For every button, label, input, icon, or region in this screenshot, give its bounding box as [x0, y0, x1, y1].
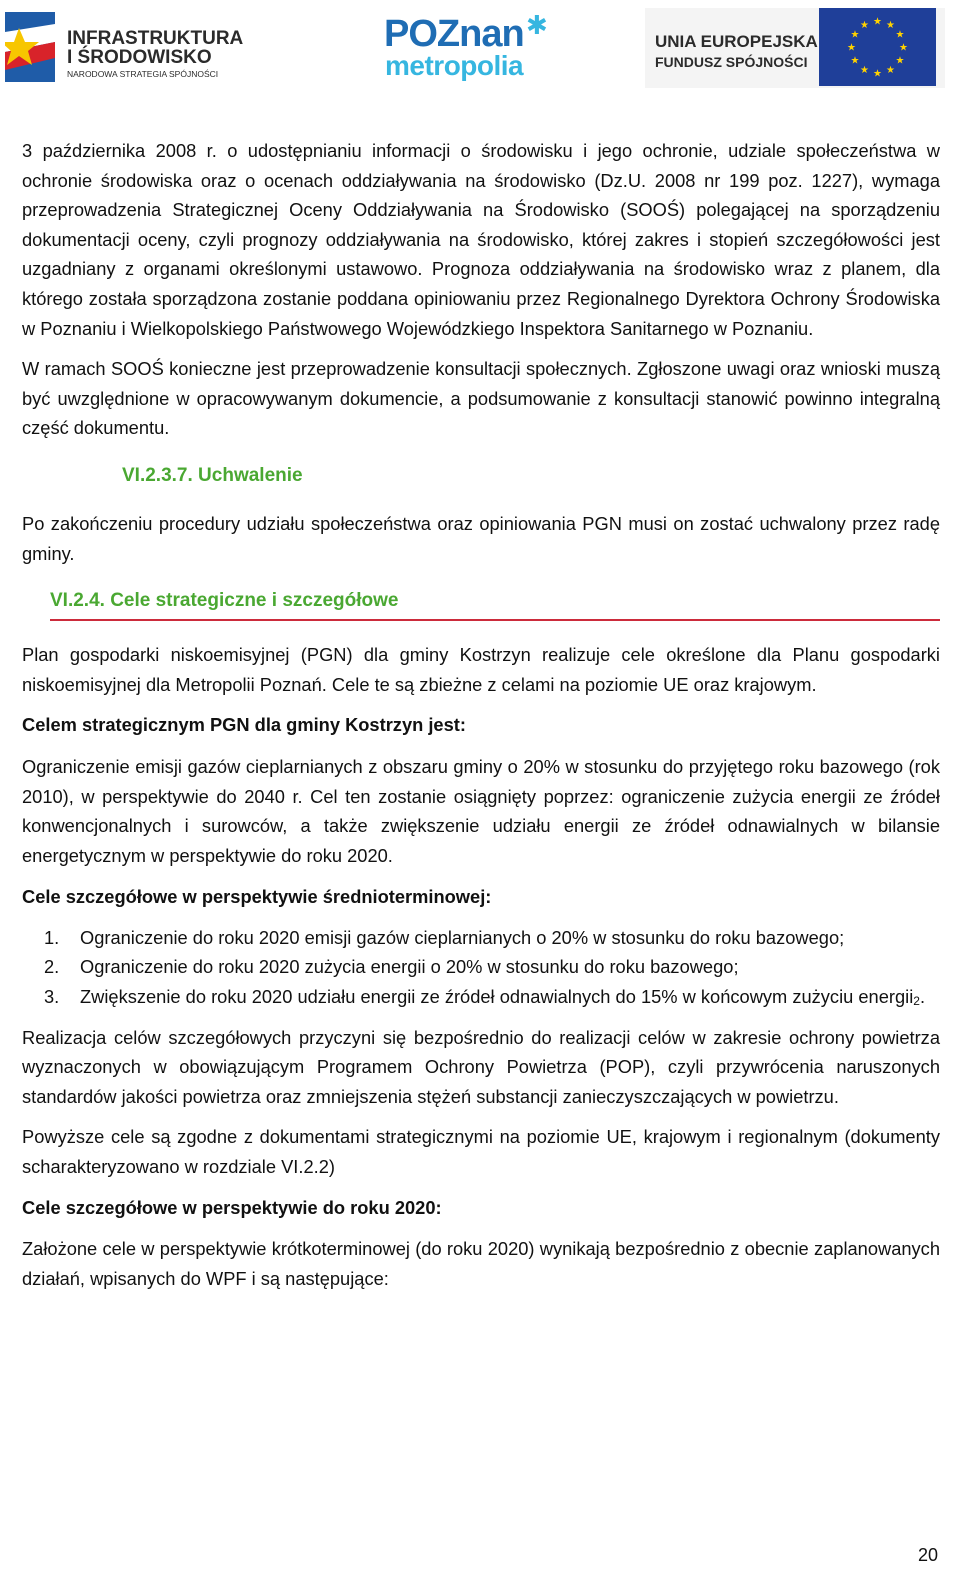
infrastruktura-flag-icon [5, 12, 59, 82]
paragraph-pgn-goals: Plan gospodarki niskoemisyjnej (PGN) dla gminy Kostrzyn realizuje cele określone dla Planu gospodarki niskoemisyjnej dla Metropolii Poznań. Cele te są zbieżne z celami na poziomie UE oraz krajowym. [22, 644, 940, 695]
eu-star-icon: ★ [895, 55, 905, 67]
paragraph-sooś-intro: 3 października 2008 r. o udostępnianiu informacji o środowisku i jego ochronie, udziale społeczeństwa w ochronie środowiska oraz o ocenach oddziaływania na środowisko (Dz.U. 2008 nr 199 poz. 1227), wymaga przeprowadzenia Strategicznej Oceny Oddziaływania na Środowisko (SOOŚ) polegającej na sporządzeniu dokumentacji oceny, czyli prognozy oddziaływania na środowisko, której zakres i stopień szczegółowości jest uzgadniany z organami określonymi ustawowo. Prognoza oddziaływania na środowisko wraz z planem, dla którego została sporządzona zostanie poddana opiniowaniu przez Regionalnego Dyrektora Ochrony Środowiska w Poznaniu i Wielkopolskiego Państwowego Wojewódzkiego Inspektora Sanitarnego w Poznaniu. [22, 140, 940, 339]
infra-title-line2: I ŚRODOWISKO [67, 47, 212, 68]
eu-star-icon: ★ [860, 20, 869, 31]
poznan-metropolia-logo [382, 10, 552, 85]
infra-subtitle: NARODOWA STRATEGIA SPÓJNOŚCI [67, 69, 219, 79]
paragraph-pop: Realizacja celów szczegółowych przyczyni się bezpośrednio do realizacji celów w zakresie ochrony powietrza wyznaczonych w obowiązującym Programem Ochrony Powietrza (POP), czyli przywrócenia naruszonych standardów jakości powietrza oraz zmniejszenia stężeń substancji zanieczyszczających w powietrzu. [22, 1026, 940, 1107]
eu-star-icon: ★ [886, 65, 895, 76]
list-item: 1. Ograniczenie do roku 2020 emisji gazów cieplarnianych o 20% w stosunku do roku bazowego; [44, 926, 845, 948]
page-header [0, 0, 960, 95]
eu-star-icon: ★ [873, 68, 882, 80]
subheading-2020: Cele szczegółowe w perspektywie do roku 2020: [22, 1196, 442, 1218]
infrastruktura-logo [5, 10, 244, 84]
paragraph-uchwalenie: Po zakończeniu procedury udziału społeczeństwa oraz opiniowania PGN musi on zostać uchwalony przez radę gminy. [22, 512, 940, 564]
subheading-strategic-goal: Celem strategicznym PGN dla gminy Kostrzyn jest: [22, 714, 466, 736]
eu-flag-icon [819, 8, 936, 86]
page-number: 20 [917, 1545, 938, 1565]
eu-star-icon: ★ [860, 65, 869, 76]
paragraph-short-term: Założone cele w perspektywie krótkoterminowej (do roku 2020) wynikają bezpośrednio z obecnie zaplanowanych działań, wpisanych do WPF i są następujące: [22, 1238, 940, 1289]
eu-star-icon: ★ [847, 42, 856, 54]
eu-fund-logo [645, 8, 945, 88]
eu-title: UNIA EUROPEJSKA [655, 32, 818, 51]
section-heading-cele: VI.2.4. Cele strategiczne i szczegółowe [50, 590, 399, 612]
paragraph-compliance: Powyższe cele są zgodne z dokumentami strategicznymi na poziomie UE, krajowym i regionalnym (dokumenty scharakteryzowano w rozdziale VI.2.2) [22, 1126, 940, 1178]
metropolia-wordmark: metropolia [385, 50, 524, 81]
eu-star-icon: ★ [899, 42, 908, 54]
document-body [22, 136, 940, 1293]
section-heading-uchwalenie: VI.2.3.7. Uchwalenie [122, 464, 303, 486]
asterisk-icon: ✱ [526, 10, 548, 40]
eu-star-icon: ★ [873, 16, 882, 28]
eu-star-icon: ★ [850, 29, 860, 41]
infra-title-line1: INFRASTRUKTURA [67, 28, 244, 49]
goals-list [22, 923, 940, 1012]
footnote-ref: 2 [913, 994, 920, 1009]
list-item: 2. Ograniczenie do roku 2020 zużycia energii o 20% w stosunku do roku bazowego; [44, 956, 739, 978]
section-heading-block [22, 586, 940, 621]
eu-star-icon: ★ [895, 29, 905, 41]
eu-star-icon: ★ [886, 20, 895, 31]
paragraph-strategic-goal: Ograniczenie emisji gazów cieplarnianych z obszaru gminy o 20% w stosunku do przyjętego roku bazowego (rok 2010), w perspektywie do 2040 r. Cel ten zostanie osiągnięty poprzez: ograniczenie zużycia energii ze źródeł konwencjonalnych i surowców, a także zwiększenie udziału energii ze źródeł odnawialnych w bilansie energetycznym w perspektywie do roku 2020. [22, 755, 940, 866]
eu-fund-name: FUNDUSZ SPÓJNOŚCI [655, 54, 808, 70]
subheading-medium-term: Cele szczegółowe w perspektywie średnioterminowej: [22, 886, 492, 908]
paragraph-consultations: W ramach SOOŚ konieczne jest przeprowadzenie konsultacji społecznych. Zgłoszone uwagi oraz wnioski muszą być uwzględnione w opracowywanym dokumencie, a podsumowanie z konsultacji stanowić powinno integralną część dokumentu. [22, 358, 940, 439]
eu-star-icon: ★ [850, 55, 860, 67]
poznan-wordmark: POZnan [384, 13, 524, 55]
list-item: 3. Zwiększenie do roku 2020 udziału energii ze źródeł odnawialnych do 15% w końcowym zużyciu energii$_2$. [44, 986, 926, 1009]
